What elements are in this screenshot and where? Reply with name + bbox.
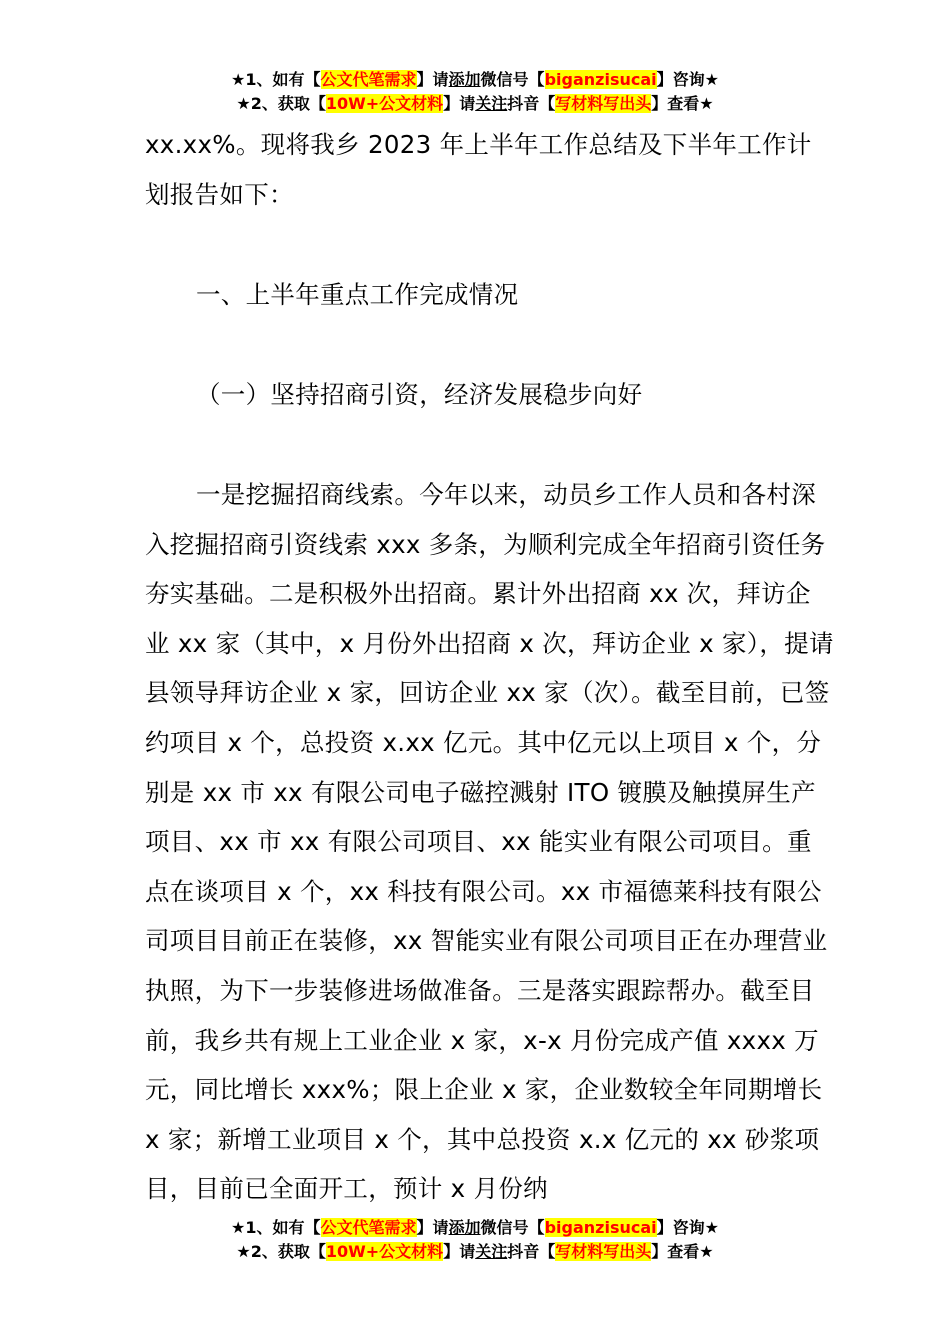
- promo-text: 】查看★: [651, 1242, 714, 1261]
- promo-highlight-douyin: 写材料写出头: [555, 94, 652, 113]
- promo-text: 微信号【: [480, 1218, 545, 1237]
- promo-text: 抖音【: [507, 1242, 556, 1261]
- promo-banner-bottom: [0, 1216, 950, 1264]
- promo-text: 微信号【: [480, 70, 545, 89]
- promo-line-2: [0, 1240, 950, 1264]
- promo-highlight-douyin: 写材料写出头: [555, 1242, 652, 1261]
- section-heading: 一、上半年重点工作完成情况: [196, 280, 519, 309]
- promo-highlight: 公文代笔需求: [320, 70, 417, 89]
- promo-highlight: 公文代笔需求: [320, 1218, 417, 1237]
- promo-text: ★2、获取【: [236, 94, 326, 113]
- promo-text: 】请: [416, 1218, 449, 1237]
- promo-highlight-wechat: biganzisucai: [544, 1218, 657, 1237]
- promo-text: 】咨询★: [656, 1218, 719, 1237]
- body-paragraph: 一是挖掘招商线索。今年以来，动员乡工作人员和各村深入挖掘招商引资线索 xxx 多条，为顺利完成全年招商引资任务夯实基础。二是积极外出招商。累计外出招商 xx 次，拜访企业 xx 家（其中，x 月份外出招商 x 次，拜访企业 x 家），提请县领导拜访企业 x 家，回访企业 xx 家（次）。截至目前，已签约项目 x 个，总投资 x.xx 亿元。其中亿元以上项目 x 个，分别是 xx 市 xx 有限公司电子磁控溅射 ITO 镀膜及触摸屏生产项目、xx 市 xx 有限公司项目、xx 能实业有限公司项目。重点在谈项目 x 个，xx 科技有限公司。xx 市福德莱科技有限公司项目目前正在装修，xx 智能实业有限公司项目正在办理营业执照，为下一步装修进场做准备。三是落实跟踪帮办。截至目前，我乡共有规上工业企业 x 家，x-x 月份完成产值 xxxx 万元，同比增长 xxx%；限上企业 x 家，企业数较全年同期增长 x 家；新增工业项目 x 个，其中总投资 x.x 亿元的 xx 砂浆项目，目前已全面开工，预计 x 月份纳: [145, 480, 834, 1204]
- promo-highlight: 10W+公文材料: [325, 94, 444, 113]
- promo-text: 】请: [443, 94, 476, 113]
- promo-text: ★1、如有【: [231, 70, 321, 89]
- intro-paragraph: xx.xx%。现将我乡 2023 年上半年工作总结及下半年工作计划报告如下：: [145, 130, 812, 209]
- promo-underline: 关注: [475, 1242, 508, 1261]
- promo-text: 抖音【: [507, 94, 556, 113]
- promo-highlight: 10W+公文材料: [325, 1242, 444, 1261]
- promo-text: ★2、获取【: [236, 1242, 326, 1261]
- promo-text: ★1、如有【: [231, 1218, 321, 1237]
- promo-underline: 添加: [448, 1218, 481, 1237]
- promo-line-1: [0, 1216, 950, 1240]
- promo-underline: 添加: [448, 70, 481, 89]
- promo-text: 】请: [416, 70, 449, 89]
- promo-highlight-wechat: biganzisucai: [544, 70, 657, 89]
- subsection-heading: （一）坚持招商引资，经济发展稳步向好: [196, 380, 643, 409]
- promo-banner-top: [0, 68, 950, 116]
- promo-line-2: [0, 92, 950, 116]
- promo-underline: 关注: [475, 94, 508, 113]
- promo-text: 】咨询★: [656, 70, 719, 89]
- promo-text: 】查看★: [651, 94, 714, 113]
- promo-text: 】请: [443, 1242, 476, 1261]
- promo-line-1: [0, 68, 950, 92]
